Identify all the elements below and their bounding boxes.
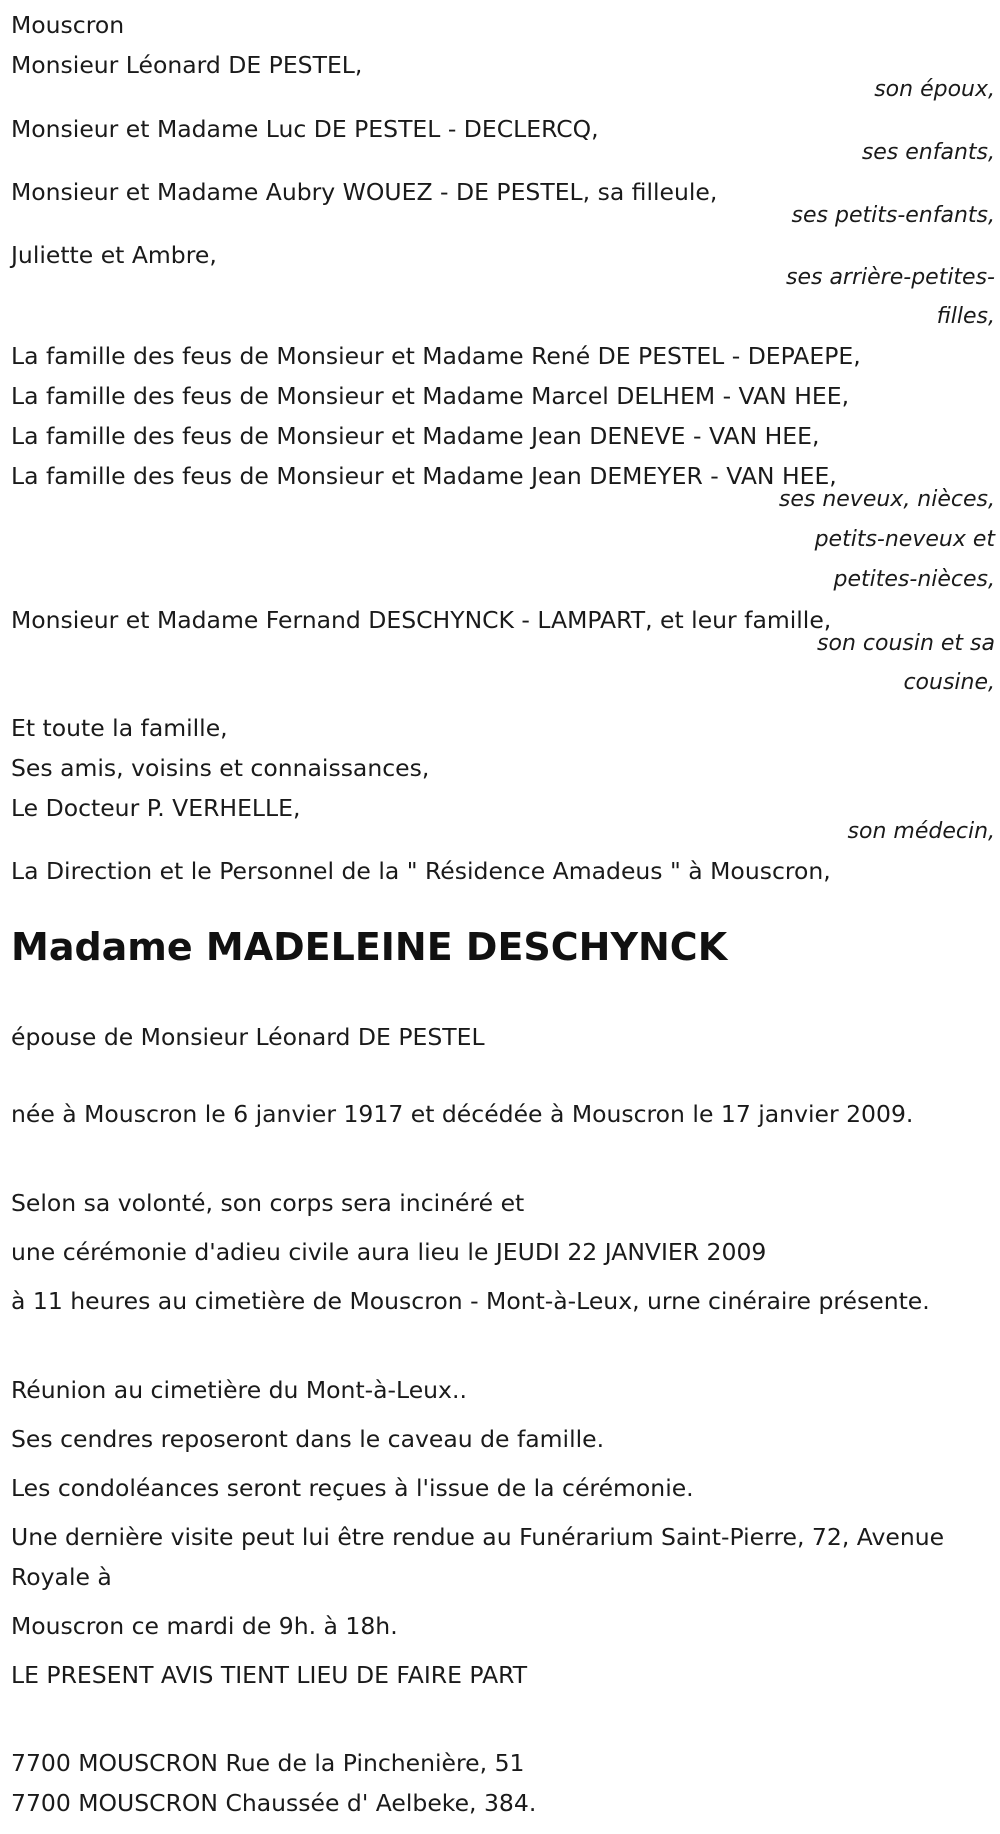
relation-label: petits-neveux et [814, 527, 995, 552]
detail-line: Réunion au cimetière du Mont-à-Leux.. [11, 1376, 467, 1404]
mourner-line: Monsieur et Madame Fernand DESCHYNCK - LAMPART, et leur famille, [11, 606, 832, 634]
detail-line: une cérémonie d'adieu civile aura lieu le JEUDI 22 JANVIER 2009 [11, 1238, 767, 1266]
mourner-line: Monsieur Léonard DE PESTEL, [11, 51, 363, 79]
relation-label: filles, [936, 304, 995, 329]
relation-label: ses enfants, [861, 140, 995, 165]
mourner-line: La famille des feus de Monsieur et Madame Jean DENEVE - VAN HEE, [11, 422, 820, 450]
relation-label: petites-nièces, [833, 567, 995, 592]
detail-line: LE PRESENT AVIS TIENT LIEU DE FAIRE PART [11, 1661, 528, 1689]
relation-label: ses petits-enfants, [791, 203, 995, 228]
detail-line: Selon sa volonté, son corps sera incinéré et [11, 1189, 525, 1217]
spouse-line: épouse de Monsieur Léonard DE PESTEL [11, 1023, 485, 1051]
relation-label: ses neveux, nièces, [778, 487, 995, 512]
mourner-line: Monsieur et Madame Aubry WOUEZ - DE PESTEL, sa filleule, [11, 178, 718, 206]
mourner-line: Monsieur et Madame Luc DE PESTEL - DECLERCQ, [11, 115, 599, 143]
relation-label: cousine, [903, 670, 995, 695]
mourner-line: Le Docteur P. VERHELLE, [11, 794, 301, 822]
relation-label: son époux, [874, 77, 995, 102]
address-line: 7700 MOUSCRON Chaussée d' Aelbeke, 384. [11, 1789, 537, 1817]
mourner-line: Et toute la famille, [11, 714, 228, 742]
address-line: 7700 MOUSCRON Rue de la Pinchenière, 51 [11, 1749, 525, 1777]
mourner-line: La Direction et le Personnel de la " Résidence Amadeus " à Mouscron, [11, 857, 831, 885]
detail-line: à 11 heures au cimetière de Mouscron - Mont-à-Leux, urne cinéraire présente. [11, 1287, 930, 1315]
mourner-line: Ses amis, voisins et connaissances, [11, 754, 430, 782]
relation-label: son cousin et sa [817, 631, 995, 656]
relation-label: son médecin, [847, 819, 995, 844]
detail-line: Les condoléances seront reçues à l'issue de la cérémonie. [11, 1474, 694, 1502]
relation-label: ses arrière-petites- [786, 265, 995, 290]
mourner-line: La famille des feus de Monsieur et Madame Jean DEMEYER - VAN HEE, [11, 462, 837, 490]
detail-line: Une dernière visite peut lui être rendue au Funérarium Saint-Pierre, 72, Avenue Royale à [11, 1523, 945, 1591]
detail-line: née à Mouscron le 6 janvier 1917 et décédée à Mouscron le 17 janvier 2009. [11, 1100, 914, 1128]
deceased-name: Madame MADELEINE DESCHYNCK [11, 925, 728, 969]
mourner-line: La famille des feus de Monsieur et Madame Marcel DELHEM - VAN HEE, [11, 382, 850, 410]
detail-line: Ses cendres reposeront dans le caveau de famille. [11, 1425, 605, 1453]
mourner-line: La famille des feus de Monsieur et Madame René DE PESTEL - DEPAEPE, [11, 342, 861, 370]
detail-line: Mouscron ce mardi de 9h. à 18h. [11, 1612, 398, 1640]
mourner-line: Juliette et Ambre, [11, 241, 217, 269]
city-line: Mouscron [11, 11, 125, 39]
